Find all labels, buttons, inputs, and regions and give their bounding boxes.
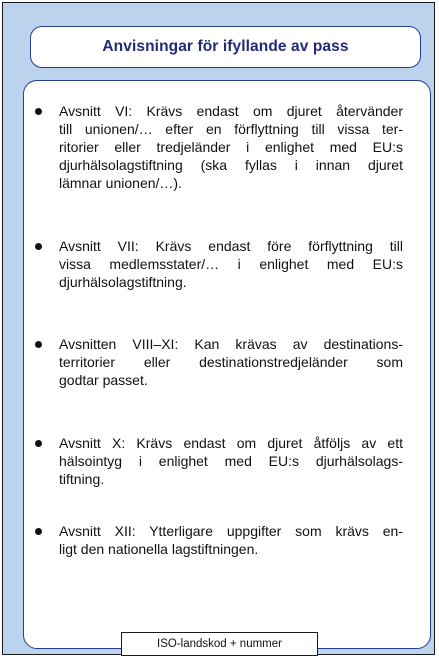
iso-country-code-label: ISO-landskod + nummer bbox=[157, 638, 282, 650]
passport-page bbox=[2, 2, 435, 655]
bullet-icon bbox=[35, 341, 42, 348]
instruction-text-2: Avsnitt VII: Krävs endast före förflyttning till vissa medlemsstater/… i enlighet med EU:s djurhälsolagstiftning. bbox=[59, 238, 403, 290]
bullet-icon bbox=[35, 528, 42, 535]
instructions-box bbox=[23, 80, 431, 649]
bullet-icon bbox=[35, 243, 42, 250]
iso-country-code-box bbox=[121, 632, 318, 656]
instruction-text-5: Avsnitt XII: Ytterligare uppgifter som krävs en- ligt den nationella lagstiftningen. bbox=[59, 523, 403, 557]
instruction-text-4: Avsnitt X: Krävs endast om djuret åtföljs av ett hälsointyg i enlighet med EU:s djurhälsolags- tiftning. bbox=[59, 435, 403, 487]
instruction-text-3: Avsnitten VIII–XI: Kan krävas av destinations- territorier eller destinationstredjeländer som godtar passet. bbox=[59, 336, 403, 388]
bullet-icon bbox=[35, 108, 42, 115]
title-box bbox=[30, 26, 421, 68]
bullet-icon bbox=[35, 440, 42, 447]
instruction-text-1: Avsnitt VI: Krävs endast om djuret återvänder till unionen/… efter en förflyttning till vissa ter- ritorier eller tredjeländer i enlighet med EU:s djurhälsolagstiftning (ska fyllas i innan djuret lämnar unionen/…). bbox=[59, 103, 403, 191]
page-title: Anvisningar för ifyllande av pass bbox=[102, 38, 349, 55]
